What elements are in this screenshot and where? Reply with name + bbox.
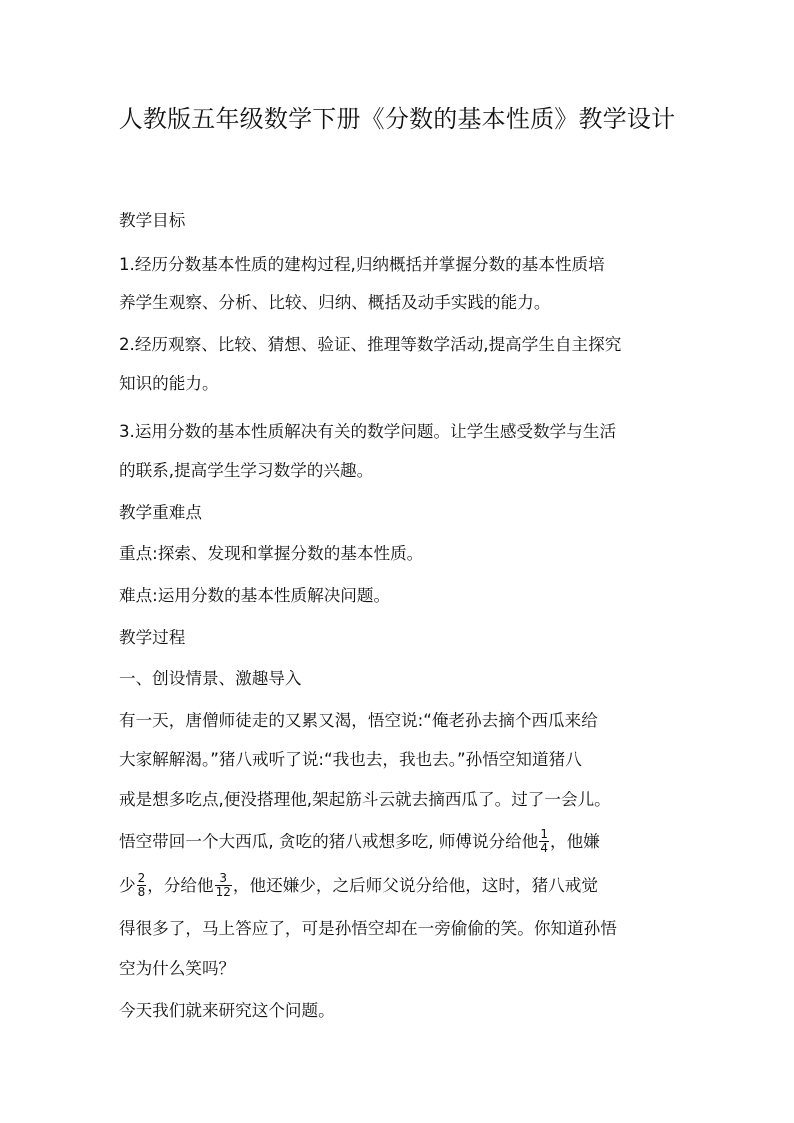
objective-1-line-2: 养学生观察、分析、比较、归纳、概括及动手实践的能力。 xyxy=(119,293,551,312)
fraction-three-twelfths xyxy=(215,872,232,899)
process-heading: 教学过程 xyxy=(119,628,186,647)
story-line-4-pre: 悟空带回一个大西瓜, 贪吃的猪八戒想多吃, 师傅说分给他 xyxy=(119,832,539,851)
fraction-denominator: 8 xyxy=(137,885,146,899)
fraction-numerator: 1 xyxy=(540,827,548,841)
key-points-heading: 教学重难点 xyxy=(119,503,202,522)
story-line-3: 戒是想多吃点,便没搭理他,架起筋斗云就去摘西瓜了。过了一会儿。 xyxy=(119,790,611,809)
fraction-two-eighths xyxy=(137,872,147,899)
fraction-one-quarter xyxy=(539,828,549,855)
fraction-denominator: 12 xyxy=(215,885,231,899)
document-title: 人教版五年级数学下册《分数的基本性质》教学设计 xyxy=(118,105,676,133)
closing-line: 今天我们就来研究这个问题。 xyxy=(119,1001,335,1020)
story-line-6: 得很多了，马上答应了，可是孙悟空却在一旁偷偷的笑。你知道孙悟 xyxy=(119,919,617,938)
story-line-5 xyxy=(119,872,699,900)
difficulty-point: 难点:运用分数的基本性质解决问题。 xyxy=(119,586,391,605)
story-line-5-a: 少 xyxy=(119,876,136,895)
story-line-2: 大家解解渴。”猪八戒听了说:“我也去，我也去。”孙悟空知道猪八 xyxy=(119,750,582,769)
objective-3-line-1: 3.运用分数的基本性质解决有关的数学问题。让学生感受数学与生活 xyxy=(119,422,617,441)
story-line-5-b: ，分给他 xyxy=(147,876,214,895)
objectives-heading: 教学目标 xyxy=(119,211,186,230)
objective-2-line-1: 2.经历观察、比较、猜想、验证、推理等数学活动,提高学生自主探究 xyxy=(119,335,622,354)
story-line-5-c: ，他还嫌少，之后师父说分给他，这时，猪八戒觉 xyxy=(232,876,598,895)
fraction-denominator: 4 xyxy=(540,841,548,855)
fraction-numerator: 3 xyxy=(219,871,228,885)
objective-3-line-2: 的联系,提高学生学习数学的兴趣。 xyxy=(119,461,374,480)
story-line-4-post: ，他嫌 xyxy=(550,832,600,851)
section-1-heading: 一、创设情景、激趣导入 xyxy=(119,669,302,688)
objective-1-line-1: 1.经历分数基本性质的建构过程,归纳概括并掌握分数的基本性质培 xyxy=(119,255,605,274)
story-line-1: 有一天，唐僧师徒走的又累又渴，悟空说:“俺老孙去摘个西瓜来给 xyxy=(119,711,598,730)
story-line-7: 空为什么笑吗？ xyxy=(119,959,236,978)
story-line-4 xyxy=(119,828,699,856)
key-point: 重点:探索、发现和掌握分数的基本性质。 xyxy=(119,544,424,563)
objective-2-line-2: 知识的能力。 xyxy=(119,374,219,393)
fraction-numerator: 2 xyxy=(137,871,146,885)
